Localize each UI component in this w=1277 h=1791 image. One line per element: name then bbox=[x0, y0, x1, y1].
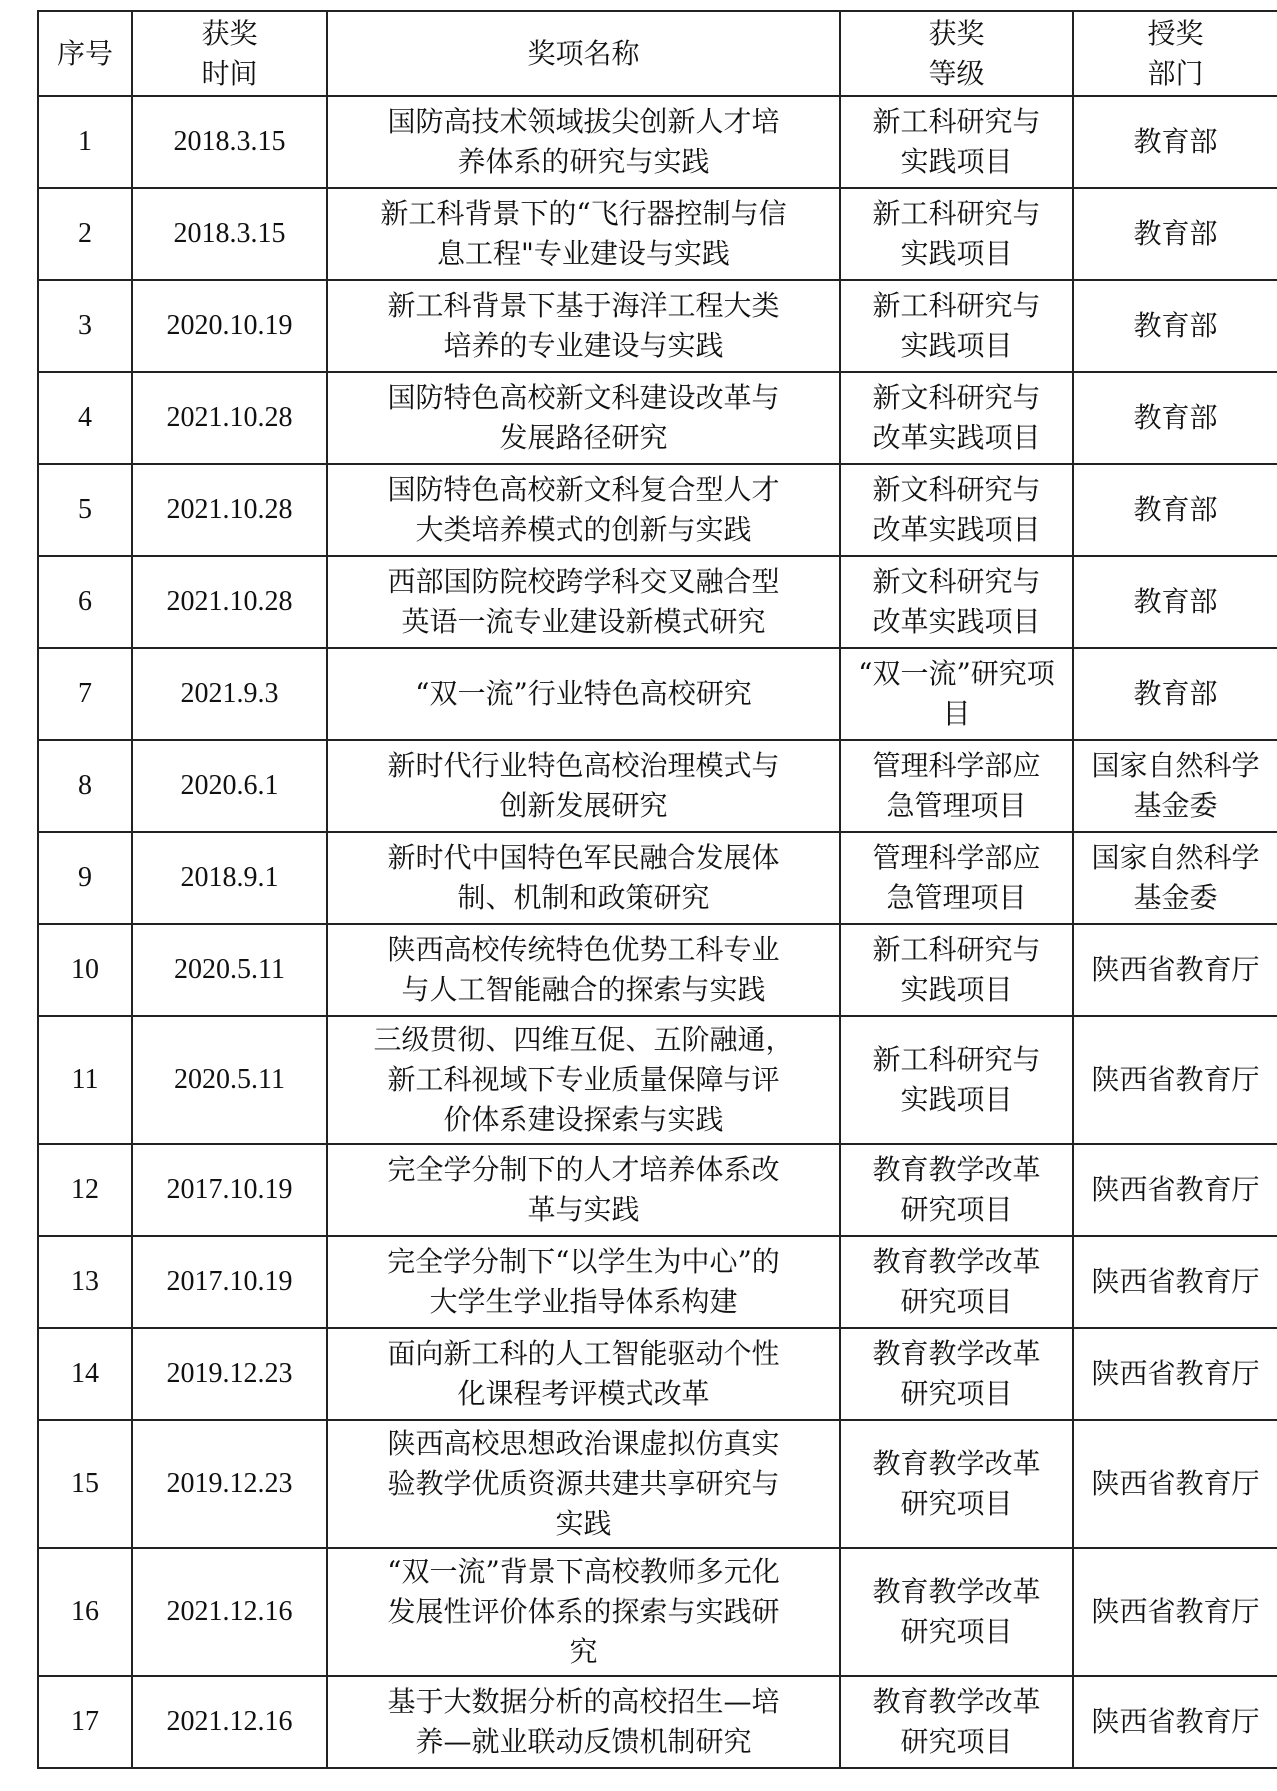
row-index: 2 bbox=[78, 218, 92, 249]
row-index-cell bbox=[38, 1016, 132, 1144]
row-index: 5 bbox=[78, 494, 92, 525]
row-level-line: 教育教学改革 bbox=[872, 1337, 1041, 1370]
row-index: 7 bbox=[78, 678, 92, 709]
row-name-line: 培养的专业建设与实践 bbox=[443, 329, 724, 362]
row-name-line: 实践 bbox=[555, 1507, 612, 1540]
table-row bbox=[38, 1016, 1277, 1144]
row-level-cell bbox=[840, 740, 1073, 832]
row-name-line: 完全学分制下的人才培养体系改 bbox=[387, 1153, 780, 1186]
row-index: 10 bbox=[71, 954, 99, 985]
row-name-line: 创新发展研究 bbox=[499, 789, 668, 822]
row-name-line: 面向新工科的人工智能驱动个性 bbox=[387, 1337, 780, 1370]
row-name-line: 发展性评价体系的探索与实践研 bbox=[387, 1595, 780, 1628]
table-row bbox=[38, 832, 1277, 924]
row-index-cell bbox=[38, 1328, 132, 1420]
row-level-cell bbox=[840, 832, 1073, 924]
row-date: 2020.5.11 bbox=[174, 954, 285, 985]
row-index: 9 bbox=[78, 862, 92, 893]
row-index: 17 bbox=[71, 1706, 99, 1737]
header-index bbox=[38, 11, 132, 96]
row-name-line: 新工科视域下专业质量保障与评 bbox=[387, 1063, 780, 1096]
row-index-cell bbox=[38, 372, 132, 464]
row-date: 2021.12.16 bbox=[166, 1596, 293, 1627]
row-name-cell bbox=[327, 556, 840, 648]
row-name-cell bbox=[327, 96, 840, 188]
row-name-line: 新时代行业特色高校治理模式与 bbox=[387, 749, 780, 782]
row-name-line: 制、机制和政策研究 bbox=[457, 881, 710, 914]
row-level-cell bbox=[840, 1676, 1073, 1768]
row-name-line: 国防特色高校新文科复合型人才 bbox=[387, 473, 780, 506]
row-index: 12 bbox=[71, 1174, 99, 1205]
header-index-label: 序号 bbox=[56, 36, 113, 70]
row-level-line: 急管理项目 bbox=[886, 881, 1027, 914]
row-dept-line: 教育部 bbox=[1133, 401, 1218, 434]
row-date: 2021.10.28 bbox=[166, 402, 293, 433]
row-name-line: 新时代中国特色军民融合发展体 bbox=[387, 841, 780, 874]
row-level-cell bbox=[840, 188, 1073, 280]
row-date-cell bbox=[132, 1548, 327, 1676]
row-level-line: 实践项目 bbox=[900, 329, 1013, 362]
row-dept-cell bbox=[1073, 1548, 1277, 1676]
row-name-line: 养—就业联动反馈机制研究 bbox=[415, 1725, 752, 1758]
row-level-line: 新文科研究与 bbox=[872, 381, 1041, 414]
row-level-line: 改革实践项目 bbox=[872, 421, 1041, 454]
row-name-cell bbox=[327, 372, 840, 464]
row-dept-cell bbox=[1073, 1420, 1277, 1548]
row-level-line: 教育教学改革 bbox=[872, 1447, 1041, 1480]
row-date: 2021.12.16 bbox=[166, 1706, 293, 1737]
header-row bbox=[38, 11, 1277, 96]
row-date: 2021.10.28 bbox=[166, 586, 293, 617]
table-row bbox=[38, 372, 1277, 464]
row-name-cell bbox=[327, 464, 840, 556]
row-dept-cell bbox=[1073, 648, 1277, 740]
row-dept-line: 教育部 bbox=[1133, 677, 1218, 710]
row-index-cell bbox=[38, 1144, 132, 1236]
row-name-line: “双一流”行业特色高校研究 bbox=[415, 677, 752, 710]
row-dept-line: 基金委 bbox=[1133, 881, 1218, 914]
row-level-line: 教育教学改革 bbox=[872, 1575, 1041, 1608]
row-level-cell bbox=[840, 924, 1073, 1016]
row-name-line: 新工科背景下的“飞行器控制与信 bbox=[380, 197, 787, 230]
row-dept-cell bbox=[1073, 1144, 1277, 1236]
row-name-line: 西部国防院校跨学科交叉融合型 bbox=[387, 565, 780, 598]
table-row bbox=[38, 740, 1277, 832]
row-name-line: 陕西高校传统特色优势工科专业 bbox=[387, 933, 780, 966]
row-level-cell bbox=[840, 372, 1073, 464]
row-date: 2019.12.23 bbox=[166, 1358, 293, 1389]
row-dept-cell bbox=[1073, 1328, 1277, 1420]
row-dept-cell bbox=[1073, 96, 1277, 188]
row-index: 4 bbox=[78, 402, 92, 433]
row-level-line: 管理科学部应 bbox=[872, 749, 1041, 782]
row-date: 2018.9.1 bbox=[180, 862, 279, 893]
row-date-cell bbox=[132, 740, 327, 832]
table-row bbox=[38, 1548, 1277, 1676]
row-level-line: 研究项目 bbox=[900, 1615, 1013, 1648]
row-index-cell bbox=[38, 96, 132, 188]
row-level-line: 新工科研究与 bbox=[872, 197, 1041, 230]
row-name-line: 国防特色高校新文科建设改革与 bbox=[387, 381, 780, 414]
row-index-cell bbox=[38, 1676, 132, 1768]
header-level bbox=[840, 11, 1073, 96]
row-level-line: 管理科学部应 bbox=[872, 841, 1041, 874]
row-name-cell bbox=[327, 1144, 840, 1236]
row-index: 3 bbox=[78, 310, 92, 341]
row-index-cell bbox=[38, 280, 132, 372]
row-name-line: 究 bbox=[569, 1635, 598, 1668]
table-row bbox=[38, 464, 1277, 556]
awards-table bbox=[37, 10, 1277, 1769]
row-dept-line: 陕西省教育厅 bbox=[1091, 953, 1260, 986]
row-date: 2021.10.28 bbox=[166, 494, 293, 525]
row-date: 2019.12.23 bbox=[166, 1468, 293, 1499]
row-name-line: 基于大数据分析的高校招生—培 bbox=[387, 1685, 780, 1718]
table-row bbox=[38, 924, 1277, 1016]
header-date bbox=[132, 11, 327, 96]
row-dept-line: 基金委 bbox=[1133, 789, 1218, 822]
row-level-line: 新工科研究与 bbox=[872, 933, 1041, 966]
row-dept-cell bbox=[1073, 188, 1277, 280]
row-dept-line: 教育部 bbox=[1133, 493, 1218, 526]
row-dept-line: 国家自然科学 bbox=[1091, 749, 1260, 782]
row-index-cell bbox=[38, 1548, 132, 1676]
row-name-line: 养体系的研究与实践 bbox=[457, 145, 710, 178]
row-dept-line: 陕西省教育厅 bbox=[1091, 1063, 1260, 1096]
row-level-line: 实践项目 bbox=[900, 237, 1013, 270]
row-name-line: 息工程"专业建设与实践 bbox=[437, 237, 730, 270]
row-name-line: 大类培养模式的创新与实践 bbox=[415, 513, 752, 546]
table-row bbox=[38, 280, 1277, 372]
row-level-cell bbox=[840, 464, 1073, 556]
header-dept bbox=[1073, 11, 1277, 96]
row-date: 2017.10.19 bbox=[166, 1174, 293, 1205]
table-row bbox=[38, 648, 1277, 740]
row-index: 11 bbox=[71, 1064, 99, 1095]
table-row bbox=[38, 1328, 1277, 1420]
row-dept-line: 教育部 bbox=[1133, 585, 1218, 618]
table-row bbox=[38, 1420, 1277, 1548]
row-name-cell bbox=[327, 1420, 840, 1548]
row-level-line: 研究项目 bbox=[900, 1487, 1013, 1520]
row-level-line: 目 bbox=[942, 697, 971, 730]
row-index: 1 bbox=[78, 126, 92, 157]
row-date-cell bbox=[132, 96, 327, 188]
row-date-cell bbox=[132, 1016, 327, 1144]
row-name-line: 英语一流专业建设新模式研究 bbox=[401, 605, 766, 638]
row-dept-cell bbox=[1073, 280, 1277, 372]
row-date-cell bbox=[132, 188, 327, 280]
row-name-cell bbox=[327, 280, 840, 372]
row-date: 2021.9.3 bbox=[180, 678, 279, 709]
header-level-line: 等级 bbox=[928, 56, 985, 90]
table-row bbox=[38, 1144, 1277, 1236]
row-index-cell bbox=[38, 556, 132, 648]
row-name-line: “双一流”背景下高校教师多元化 bbox=[387, 1555, 780, 1588]
row-index: 8 bbox=[78, 770, 92, 801]
row-date-cell bbox=[132, 556, 327, 648]
row-level-line: 研究项目 bbox=[900, 1377, 1013, 1410]
row-index-cell bbox=[38, 464, 132, 556]
row-level-cell bbox=[840, 96, 1073, 188]
row-dept-cell bbox=[1073, 740, 1277, 832]
row-name-cell bbox=[327, 188, 840, 280]
header-date-line: 时间 bbox=[201, 56, 258, 90]
row-name-cell bbox=[327, 740, 840, 832]
row-index-cell bbox=[38, 924, 132, 1016]
row-dept-line: 陕西省教育厅 bbox=[1091, 1595, 1260, 1628]
table-row bbox=[38, 188, 1277, 280]
row-dept-cell bbox=[1073, 1016, 1277, 1144]
row-level-line: 新文科研究与 bbox=[872, 565, 1041, 598]
row-name-cell bbox=[327, 1328, 840, 1420]
row-dept-line: 教育部 bbox=[1133, 217, 1218, 250]
row-level-line: 研究项目 bbox=[900, 1193, 1013, 1226]
table-row bbox=[38, 556, 1277, 648]
table-row bbox=[38, 1676, 1277, 1768]
row-level-cell bbox=[840, 1016, 1073, 1144]
row-date-cell bbox=[132, 924, 327, 1016]
row-date-cell bbox=[132, 648, 327, 740]
row-level-line: 改革实践项目 bbox=[872, 605, 1041, 638]
row-index: 6 bbox=[78, 586, 92, 617]
row-dept-cell bbox=[1073, 464, 1277, 556]
row-index: 16 bbox=[71, 1596, 99, 1627]
row-level-line: “双一流”研究项 bbox=[858, 657, 1055, 690]
row-index: 13 bbox=[71, 1266, 99, 1297]
row-level-line: 新工科研究与 bbox=[872, 1043, 1041, 1076]
row-index-cell bbox=[38, 1420, 132, 1548]
row-level-line: 教育教学改革 bbox=[872, 1685, 1041, 1718]
row-dept-cell bbox=[1073, 924, 1277, 1016]
row-name-line: 大学生学业指导体系构建 bbox=[429, 1285, 738, 1318]
row-date: 2020.5.11 bbox=[174, 1064, 285, 1095]
row-date-cell bbox=[132, 372, 327, 464]
row-dept-line: 陕西省教育厅 bbox=[1091, 1705, 1260, 1738]
row-dept-line: 教育部 bbox=[1133, 309, 1218, 342]
row-dept-cell bbox=[1073, 1236, 1277, 1328]
row-dept-cell bbox=[1073, 832, 1277, 924]
row-level-line: 实践项目 bbox=[900, 973, 1013, 1006]
row-level-cell bbox=[840, 648, 1073, 740]
row-dept-cell bbox=[1073, 556, 1277, 648]
row-name-cell bbox=[327, 1016, 840, 1144]
row-level-cell bbox=[840, 1144, 1073, 1236]
header-level-line: 获奖 bbox=[928, 16, 985, 50]
row-date: 2020.10.19 bbox=[166, 310, 293, 341]
row-dept-line: 陕西省教育厅 bbox=[1091, 1467, 1260, 1500]
row-level-line: 改革实践项目 bbox=[872, 513, 1041, 546]
row-name-line: 发展路径研究 bbox=[499, 421, 668, 454]
row-index-cell bbox=[38, 832, 132, 924]
header-name bbox=[327, 11, 840, 96]
table-row bbox=[38, 96, 1277, 188]
row-date-cell bbox=[132, 280, 327, 372]
row-level-cell bbox=[840, 556, 1073, 648]
row-index-cell bbox=[38, 740, 132, 832]
row-name-cell bbox=[327, 924, 840, 1016]
row-level-line: 新文科研究与 bbox=[872, 473, 1041, 506]
row-dept-cell bbox=[1073, 372, 1277, 464]
row-level-cell bbox=[840, 280, 1073, 372]
row-level-line: 研究项目 bbox=[900, 1725, 1013, 1758]
row-index: 15 bbox=[71, 1468, 99, 1499]
row-level-line: 新工科研究与 bbox=[872, 289, 1041, 322]
row-dept-line: 陕西省教育厅 bbox=[1091, 1265, 1260, 1298]
row-index: 14 bbox=[71, 1358, 99, 1389]
row-name-line: 新工科背景下基于海洋工程大类 bbox=[387, 289, 780, 322]
row-level-cell bbox=[840, 1420, 1073, 1548]
row-name-cell bbox=[327, 1676, 840, 1768]
row-level-cell bbox=[840, 1236, 1073, 1328]
row-name-line: 与人工智能融合的探索与实践 bbox=[401, 973, 766, 1006]
row-date: 2018.3.15 bbox=[173, 126, 286, 157]
row-level-line: 新工科研究与 bbox=[872, 105, 1041, 138]
row-dept-line: 国家自然科学 bbox=[1091, 841, 1260, 874]
header-dept-line: 授奖 bbox=[1147, 16, 1204, 50]
row-level-line: 研究项目 bbox=[900, 1285, 1013, 1318]
row-name-line: 验教学优质资源共建共享研究与 bbox=[387, 1467, 780, 1500]
row-date-cell bbox=[132, 1328, 327, 1420]
row-level-cell bbox=[840, 1548, 1073, 1676]
row-date: 2017.10.19 bbox=[166, 1266, 293, 1297]
row-name-cell bbox=[327, 648, 840, 740]
row-index-cell bbox=[38, 1236, 132, 1328]
row-index-cell bbox=[38, 188, 132, 280]
row-level-cell bbox=[840, 1328, 1073, 1420]
row-index-cell bbox=[38, 648, 132, 740]
row-level-line: 实践项目 bbox=[900, 145, 1013, 178]
row-dept-line: 陕西省教育厅 bbox=[1091, 1357, 1260, 1390]
row-date-cell bbox=[132, 1236, 327, 1328]
row-name-line: 价体系建设探索与实践 bbox=[443, 1103, 724, 1136]
row-date: 2020.6.1 bbox=[180, 770, 279, 801]
row-name-line: 化课程考评模式改革 bbox=[457, 1377, 710, 1410]
table-row bbox=[38, 1236, 1277, 1328]
row-date-cell bbox=[132, 1144, 327, 1236]
row-date-cell bbox=[132, 832, 327, 924]
row-name-line: 革与实践 bbox=[527, 1193, 640, 1226]
row-name-line: 完全学分制下“以学生为中心”的 bbox=[387, 1245, 780, 1278]
row-name-line: 陕西高校思想政治课虚拟仿真实 bbox=[387, 1427, 780, 1460]
row-name-cell bbox=[327, 1236, 840, 1328]
header-date-line: 获奖 bbox=[201, 16, 258, 50]
row-dept-line: 教育部 bbox=[1133, 125, 1218, 158]
row-date-cell bbox=[132, 1420, 327, 1548]
row-date: 2018.3.15 bbox=[173, 218, 286, 249]
row-level-line: 实践项目 bbox=[900, 1083, 1013, 1116]
row-level-line: 急管理项目 bbox=[886, 789, 1027, 822]
row-level-line: 教育教学改革 bbox=[872, 1153, 1041, 1186]
header-name-label: 奖项名称 bbox=[527, 36, 640, 70]
row-date-cell bbox=[132, 464, 327, 556]
row-date-cell bbox=[132, 1676, 327, 1768]
awards-table-body bbox=[38, 96, 1277, 1768]
row-dept-cell bbox=[1073, 1676, 1277, 1768]
row-level-line: 教育教学改革 bbox=[872, 1245, 1041, 1278]
header-dept-line: 部门 bbox=[1147, 56, 1204, 90]
row-name-line: 国防高技术领域拔尖创新人才培 bbox=[387, 105, 780, 138]
row-name-cell bbox=[327, 832, 840, 924]
row-name-line: 三级贯彻、四维互促、五阶融通， bbox=[373, 1023, 794, 1056]
row-name-cell bbox=[327, 1548, 840, 1676]
row-dept-line: 陕西省教育厅 bbox=[1091, 1173, 1260, 1206]
